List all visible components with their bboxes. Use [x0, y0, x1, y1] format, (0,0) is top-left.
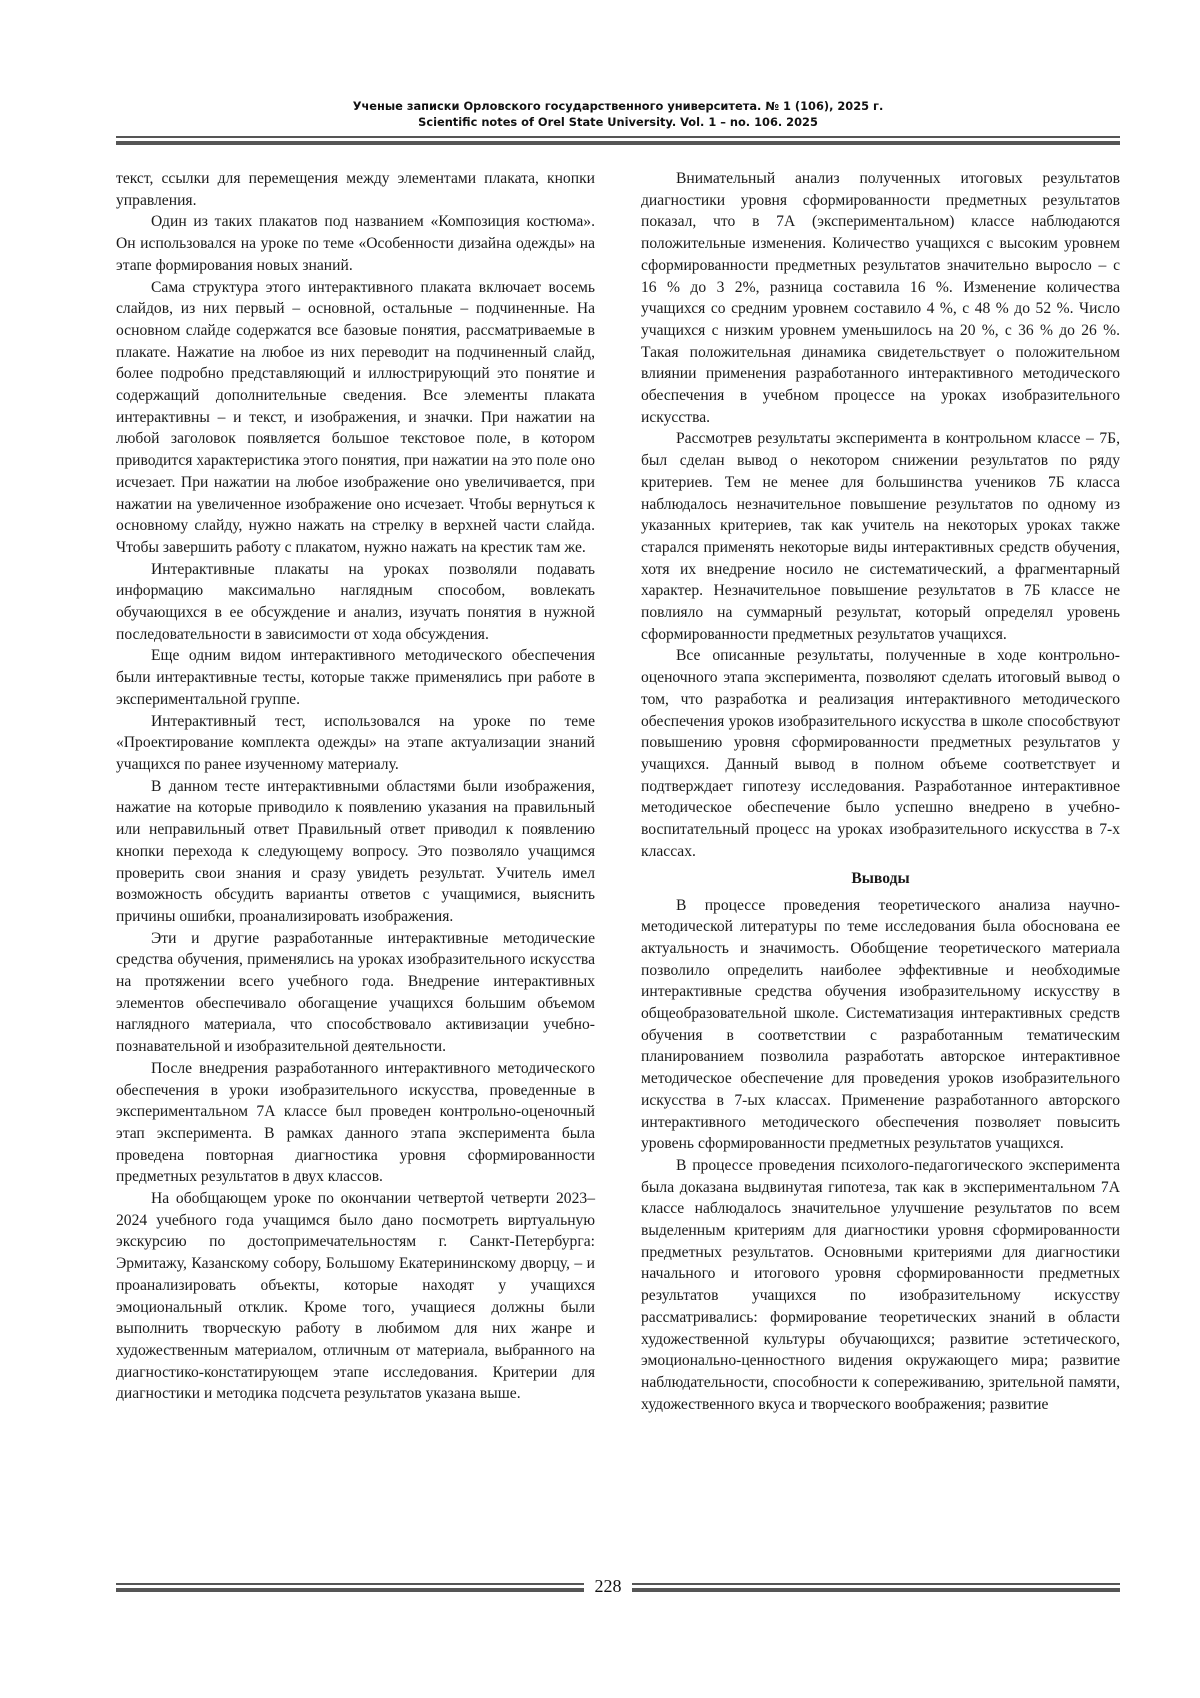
paragraph: Интерактивные плакаты на уроках позволяли подавать информацию максимально наглядным способом, вовлекать обучающихся в ее обсуждение и анализ, изучать понятия в нужной последовательности в зависимости от хода обсуждения.: [116, 560, 595, 643]
footer-rule-left: [116, 1583, 584, 1592]
paragraph: В процессе проведения психолого-педагогического эксперимента была доказана выдвинутая гипотеза, так как в экспериментальном 7А классе наблюдалось значительное улучшение результатов по всем выделенным критериям для диагностики уровня сформированности предметных результатов. Основными критериями для диагностики начального и итогового уровня сформированности предметных результатов учащихся по изобразительному искусству рассматривались: формирование теоретических знаний в области художественной культуры обучающихся; развитие эстетического, эмоционально-ценностного видения окружающего мира; развитие наблюдательности, способности к сопереживанию, зрительной памяти, художественного вкуса и творческого воображения; развитие: [641, 1156, 1120, 1413]
paragraph: После внедрения разработанного интерактивного методического обеспечения в уроки изобразительного искусства, проведенные в экспериментальном 7А классе был проведен контрольно-оценочный этап эксперимента. В рамках данного этапа эксперимента была проведена повторная диагностика уровня сформированности предметных результатов в двух классов.: [116, 1059, 595, 1186]
left-column: [116, 168, 595, 1405]
journal-header: [116, 98, 1120, 130]
paragraph: Один из таких плакатов под названием «Композиция костюма». Он использовался на уроке по теме «Особенности дизайна одежды» на этапе формирования новых знаний.: [116, 213, 595, 274]
paragraph: Внимательный анализ полученных итоговых результатов диагностики уровня сформированности предметных результатов показал, что в 7А (экспериментальном) классе наблюдаются положительные изменения. Количество учащихся с высоким уровнем сформированности предметных результатов значительно выросло – с 16 % до 3 2%, разница составила 16 %. Изменение количества учащихся со средним уровнем составило 4 %, с 48 % до 52 %. Число учащихся с низким уровнем уменьшилось на 20 %, с 36 % до 26 %. Такая положительная динамика свидетельствует о положительном влиянии применения разработанного интерактивного методического обеспечения в учебном процессе на уроках изобразительного искусства.: [641, 170, 1120, 426]
paragraph: Интерактивный тест, использовался на уроке по теме «Проектирование комплекта одежды» на этапе актуализации знаний учащихся по ранее изученному материалу.: [116, 712, 595, 773]
paragraph: Все описанные результаты, полученные в ходе контрольно-оценочного этапа эксперимента, позволяют сделать итоговый вывод о том, что разработка и реализация интерактивного методического обеспечения уроков изобразительного искусства в школе способствуют повышению уровня сформированности предметных результатов у учащихся. Данный вывод в полном объеме соответствует и подтверждает гипотезу исследования. Разработанное интерактивное методическое обеспечение было успешно внедрено в учебно-воспитательный процесс на уроках изобразительного искусства в 7-х классах.: [641, 647, 1120, 860]
page-number: 228: [594, 1576, 622, 1596]
paragraph: Эти и другие разработанные интерактивные методические средства обучения, применялись на уроках изобразительного искусства на протяжении всего учебного года. Внедрение интерактивных элементов обеспечивало обогащение учащихся большим объемом наглядного материала, что способствовало активизации учебно-познавательной и изобразительной деятельности.: [116, 929, 595, 1056]
footer-rule-right: [632, 1583, 1120, 1592]
paragraph: Рассмотрев результаты эксперимента в контрольном классе – 7Б, был сделан вывод о некотором снижении результатов по ряду критериев. Тем не менее для большинства учеников 7Б класса наблюдалось незначительное повышение результатов по одному из указанных критериев, так как учитель на некоторых уроках также старался применять некоторые виды интерактивных средств обучения, хотя их внедрение носило не систематический, а фрагментарный характер. Незначительное повышение результатов в 7Б классе не повлияло на суммарный результат, который определял уровень сформированности предметных результатов учащихся.: [641, 430, 1120, 643]
section-heading-conclusions: Выводы: [851, 869, 910, 887]
paragraph: Еще одним видом интерактивного методического обеспечения были интерактивные тесты, которые также применялись при работе в экспериментальной группе.: [116, 647, 595, 708]
journal-header-en: Scientific notes of Orel State University. Vol. 1 – no. 106. 2025: [418, 115, 818, 129]
paragraph: Сама структура этого интерактивного плаката включает восемь слайдов, из них первый – основной, остальные – подчиненные. На основном слайде содержатся все базовые понятия, рассматриваемые в плакате. Нажатие на любое из них переводит на подчиненный слайд, более подробно представляющий и иллюстрирующий это понятие и содержащий дополнительные сведения. Все элементы плаката интерактивны – и текст, и изображения, и значки. При нажатии на любой заголовок появляется большое текстовое поле, в котором приводится характеристика этого понятия, при нажатии на это поле оно исчезает. При нажатии на любое изображение оно увеличивается, при нажатии на увеличенное изображение оно исчезает. Чтобы вернуться к основному слайду, нужно нажать на стрелку в верхней части слайда. Чтобы завершить работу с плакатом, нужно нажать на крестик там же.: [116, 278, 595, 556]
paragraph: текст, ссылки для перемещения между элементами плаката, кнопки управления.: [116, 170, 595, 209]
right-column: [641, 168, 1120, 1415]
paragraph: В процессе проведения теоретического анализа научно-методической литературы по теме исследования была обоснована ее актуальность и значимость. Обобщение теоретического материала позволило определить наиболее эффективные и необходимые интерактивные средства обучения изобразительному искусству в общеобразовательной школе. Систематизация интерактивных средств обучения в соответствии с разработанным тематическим планированием позволила разработать авторское интерактивное методическое обеспечение для проведения уроков изобразительного искусства в 7-ых классах. Применение разработанного авторского интерактивного методического обеспечения позволяет повысить уровень сформированности предметных результатов учащихся.: [641, 896, 1120, 1153]
paragraph: На обобщающем уроке по окончании четвертой четверти 2023–2024 учебного года учащимся было дано посмотреть виртуальную экскурсию по достопримечательностям г. Санкт-Петербурга: Эрмитажу, Казанскому собору, Большому Екатерининскому дворцу, – и проанализировать объекты, которые находят у учащихся эмоциональный отклик. Кроме того, учащиеся должны были выполнить творческую работу в любимом для них жанре и художественным материалом, отличным от материала, выбранного на диагностико-констатирующем этапе исследования. Критерии для диагностики и методика подсчета результатов указана выше.: [116, 1190, 595, 1403]
paragraph: В данном тесте интерактивными областями были изображения, нажатие на которые приводило к появлению указания на правильный или неправильный ответ Правильный ответ приводил к появлению кнопки перехода к следующему вопросу. Это позволяло учащимся проверить свои знания и сразу увидеть результат. Учитель имел возможность обсудить варианты ответов с учащимися, выяснить причины ошибки, проанализировать изображения.: [116, 777, 595, 925]
header-double-rule: [116, 136, 1120, 145]
journal-header-ru: Ученые записки Орловского государственного университета. № 1 (106), 2025 г.: [352, 99, 884, 113]
